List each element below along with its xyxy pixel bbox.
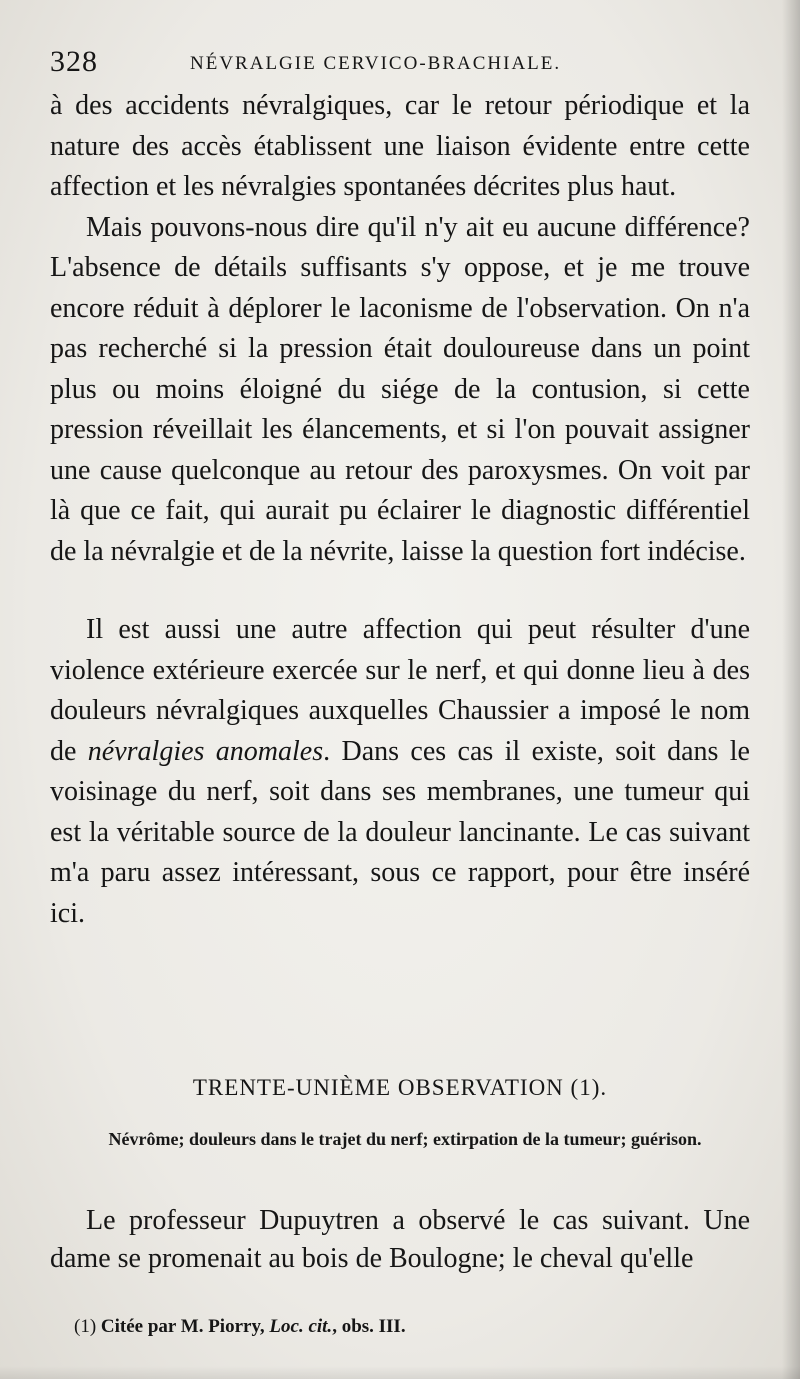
paragraph-nevralgies-anomales (50, 610, 750, 934)
observation-body (50, 1202, 750, 1278)
footnote (74, 1312, 674, 1342)
bottom-shadow (0, 1366, 800, 1379)
observation-paragraph: Le professeur Dupuytren a observé le cas suivant. Une dame se promenait au bois de Boulogne; le cheval qu'elle (50, 1205, 750, 1274)
footnote-italic: Loc. cit. (269, 1316, 333, 1337)
paragraph-text-start: Il est aussi une autre affection qui peut résulter d'une violence extérieure exercée sur le nerf, et qui donne lieu à des douleurs névralgiques auxquelles Chaussier a imposé le nom de (50, 614, 750, 767)
footnote-text-end: , obs. III. (332, 1316, 406, 1337)
observation-subtitle: Névrôme; douleurs dans le trajet du nerf; extirpation de la tumeur; guérison. (108, 1129, 702, 1149)
body-text (50, 86, 750, 934)
page-header (50, 42, 750, 82)
footnote-marker: (1) (74, 1316, 97, 1337)
paragraph-difference: Mais pouvons-nous dire qu'il n'y ait eu aucune différence? L'absence de détails suffisants s'y oppose, et je me trouve encore réduit à déplorer le laconisme de l'observation. On n'a pas recherché si la pression était douloureuse dans un point plus ou moins éloigné du siége de la contusion, si cette pression réveillait les élancements, et si l'on pouvait assigner une cause quelconque au retour des paroxysmes. On voit par là que ce fait, qui aurait pu éclairer le diagnostic différentiel de la névralgie et de la névrite, laisse la question fort indécise. (50, 211, 750, 567)
italic-term: névralgies anomales (87, 735, 324, 767)
page-edge-shadow (782, 0, 800, 1379)
paragraph-text-end: . Dans ces cas il existe, soit dans le voisinage du nerf, soit dans ses membranes, une tumeur qui est la véritable source de la douleur lancinante. Le cas suivant m'a paru assez intéressant, sous ce rapport, pour être inséré ici. (50, 735, 750, 929)
running-head: NÉVRALGIE CERVICO-BRACHIALE. (190, 53, 562, 74)
paragraph-continuation: à des accidents névralgiques, car le retour périodique et la nature des accès établissent une liaison évidente entre cette affection et les névralgies spontanées décrites plus haut. (50, 90, 750, 202)
observation-title: TRENTE-UNIÈME OBSERVATION (1). (192, 1075, 608, 1100)
page-number: 328 (50, 45, 98, 78)
footnote-text-start: Citée par M. Piorry, (96, 1316, 270, 1337)
